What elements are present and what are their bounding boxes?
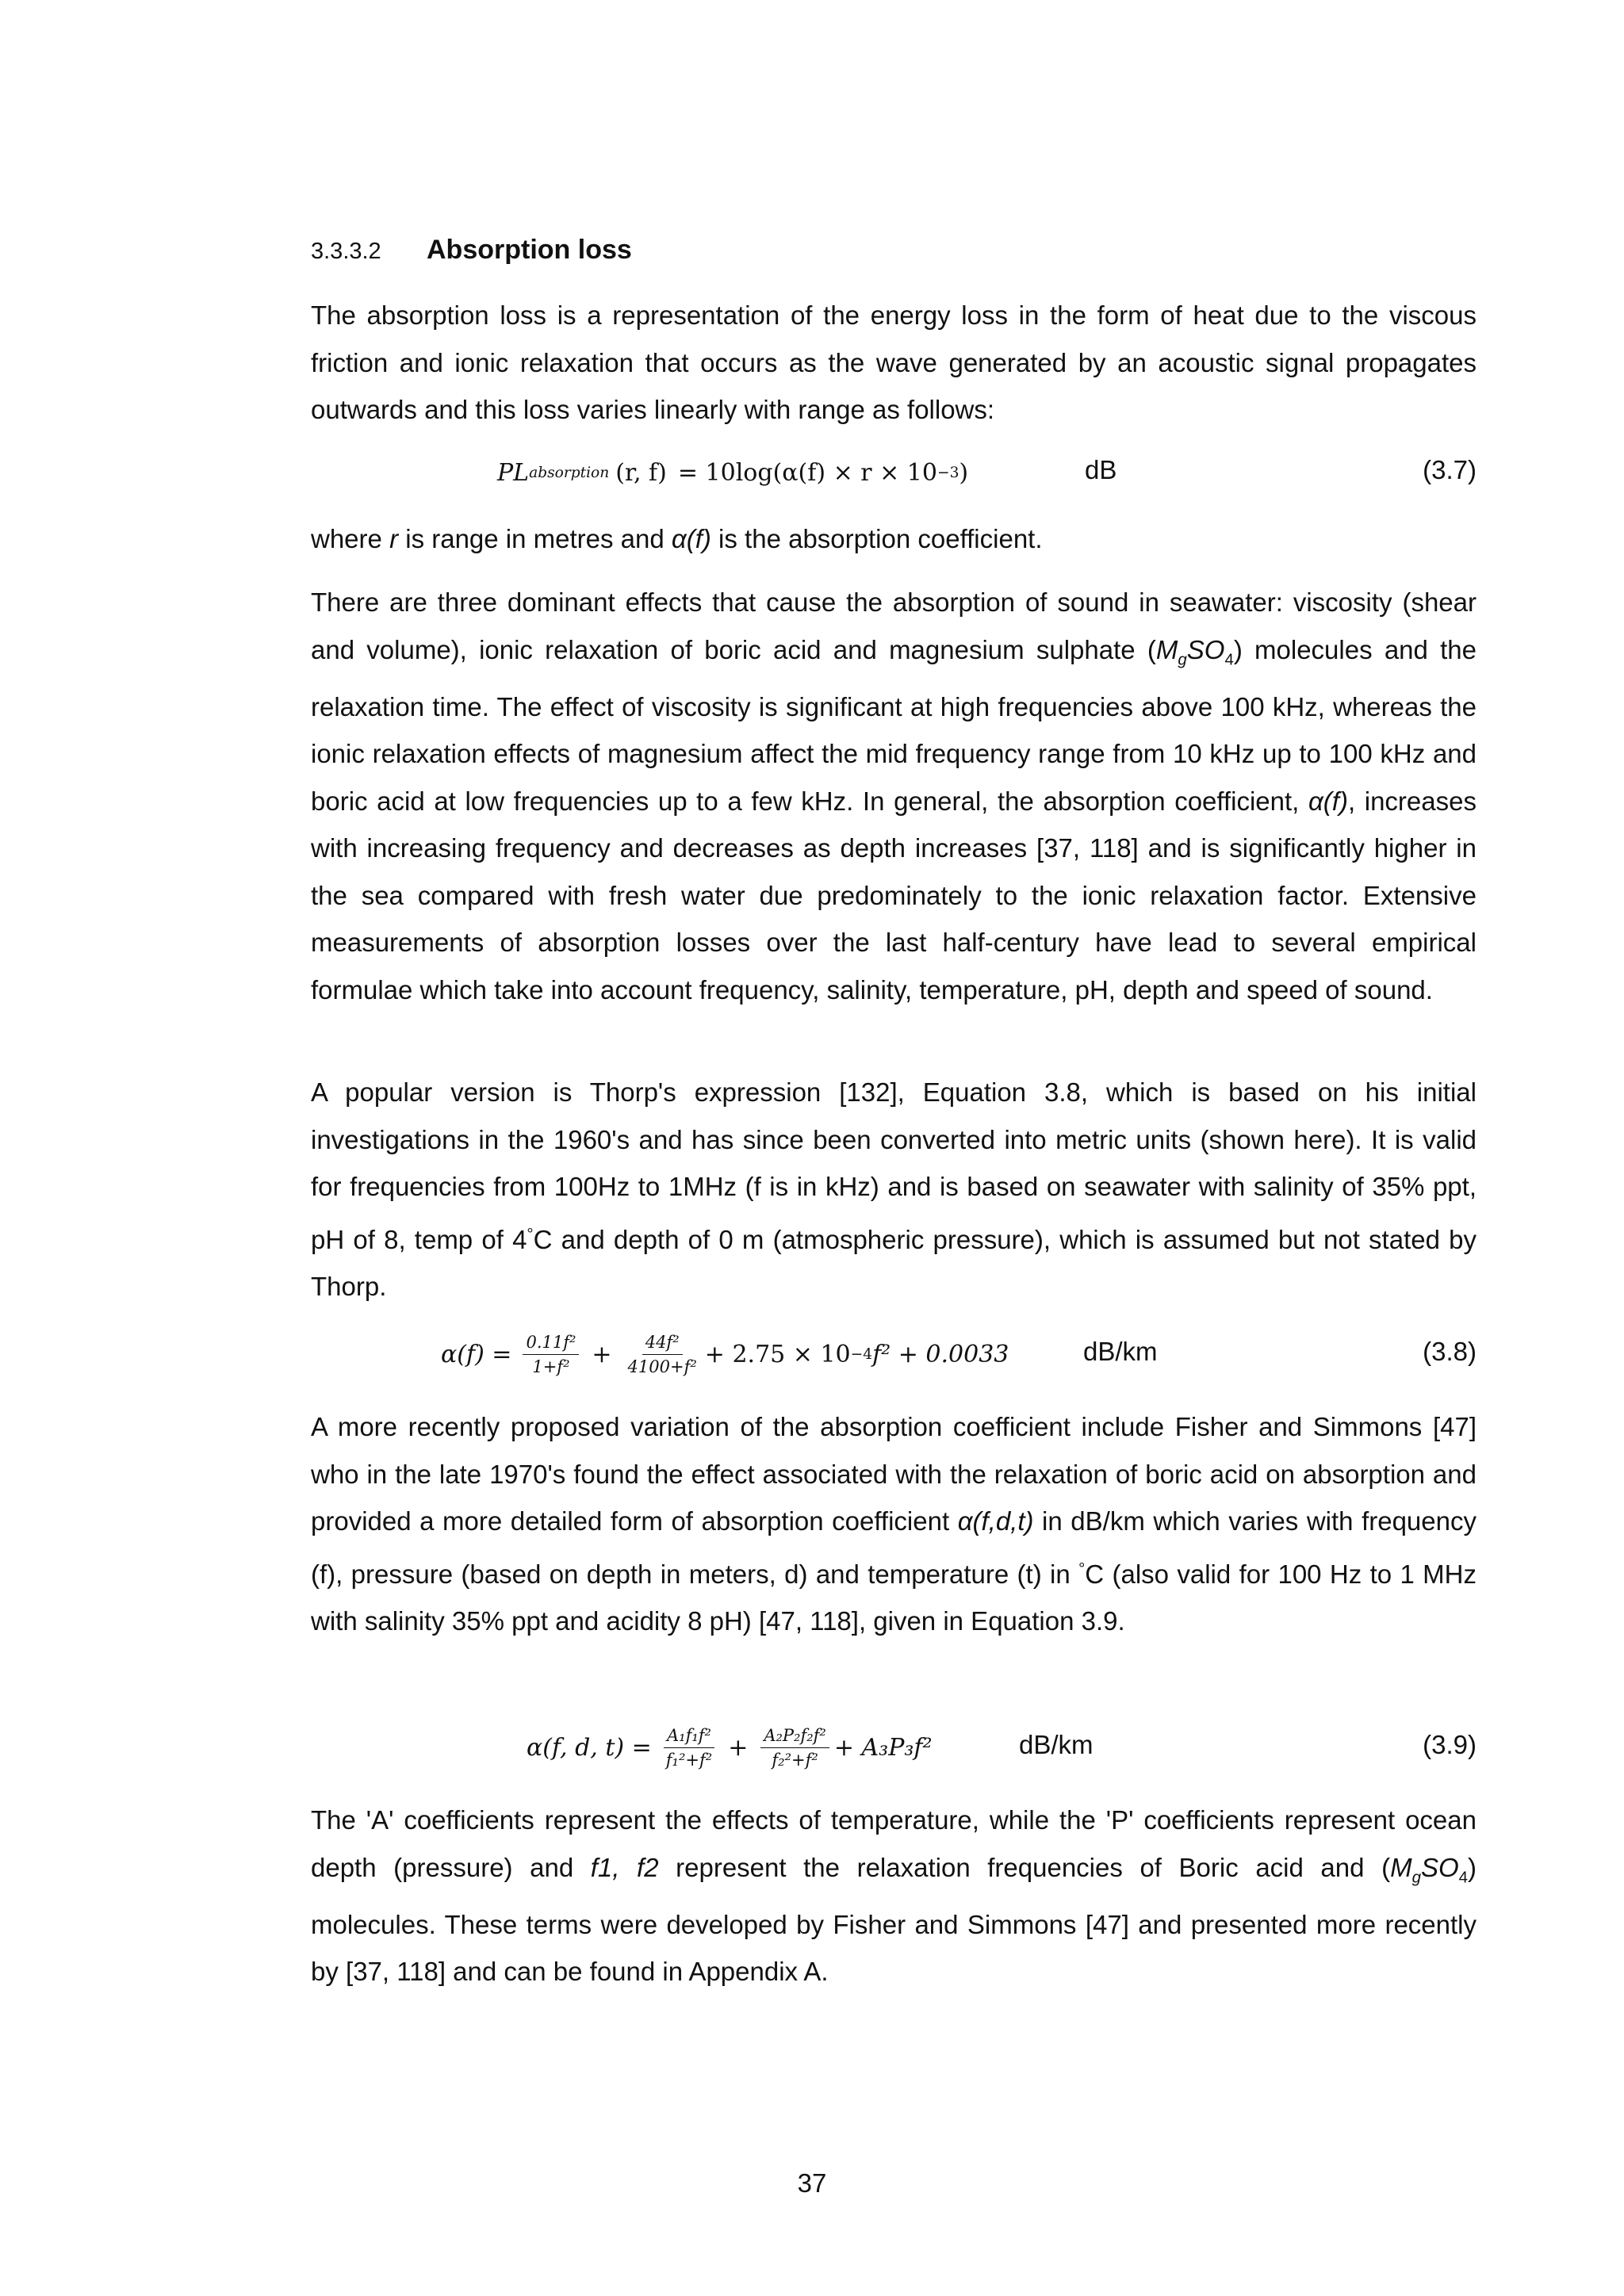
variable-alpha-fdt: α(f,d,t) [957,1506,1034,1536]
text: is the absorption coefficient. [710,524,1043,553]
eq37-unit: dB [1085,455,1117,484]
eq38-lhs: α(f) = [441,1340,512,1368]
eq38-plus: + [592,1340,612,1368]
variable-r: r [389,524,399,553]
eq39-unit: dB/km [1019,1730,1094,1759]
text: represent the relaxation frequencies of Boric acid and ( [658,1852,1391,1882]
eq37-args: (r, f) [615,458,667,487]
text: ) molecules and the relaxation time. The effect of viscosity is significant at high frequencies above 100 kHz, whereas the ionic relaxation effects of magnesium affect the mid frequency range from 10 kHz up to 100 kHz and boric acid at low frequencies up to a few kHz. In general, the absorption coefficient, [311,634,1477,816]
variable-alpha: α(f) [1308,786,1348,816]
section-number: 3.3.3.2 [311,239,381,264]
page-number: 37 [797,2168,827,2198]
eq37-rhs: = 10log(α(f) × r × 10 [677,458,937,487]
eq39-f2-denominator: f₂²+f² [772,1750,818,1770]
eq38-fraction-2 [625,1333,700,1376]
variable-f1-f2: f1, f2 [590,1852,659,1882]
eq38-fraction-1 [523,1333,579,1376]
eq38-f2-numerator: 44f² [642,1333,683,1355]
eq38-unit: dB/km [1083,1337,1158,1366]
eq39-tail: + A₃P₃f² [833,1733,933,1762]
eq39-plus: + [728,1733,749,1762]
eq38-f1-numerator: 0.11f² [523,1333,579,1355]
text: There are three dominant effects that cause the absorption of sound in seawater: viscosity (shear and volume), ionic relaxation of boric acid and magnesium sulphate ( [311,587,1477,664]
eq38-f2-denominator: 4100+f² [627,1357,697,1376]
paragraph-fisher-simmons [311,1403,1477,1645]
text: ) molecules. These terms were developed by Fisher and Simmons [47] and presented more recently by [37, 118] and can be found in Appendix A. [311,1852,1477,1987]
text: C and depth of 0 m (atmospheric pressure), which is assumed but not stated by Thorp. [311,1224,1477,1301]
chem-so: SO [1186,634,1225,664]
text: C (also valid for 100 Hz to 1 MHz with salinity 35% ppt and acidity 8 pH) [47, 118], given in Equation 3.9. [311,1559,1477,1636]
text: where [311,524,390,553]
paragraph-range-definition [311,515,1477,563]
chem-so: SO [1420,1852,1459,1882]
eq39-lhs: α(f, d, t) = [527,1733,652,1762]
text: A popular version is Thorp's expression [132], Equation 3.8, which is based on his initial investigations in the 1960's and has since been converted into metric units (shown here). It is valid for frequencies from 100Hz to 1MHz (f is in kHz) and is based on seawater with salinity of 35% ppt, pH of 8, temp of 4 [311,1077,1477,1254]
eq38-f1-denominator: 1+f² [532,1357,570,1376]
eq39-f1-denominator: f₁²+f² [665,1750,713,1770]
equation-3-8 [441,1322,1009,1386]
eq38-tail: + 2.75 × 10 [704,1340,851,1368]
variable-alpha: α(f) [671,524,711,553]
chem-g: g [1411,1868,1421,1887]
paragraph-dominant-effects [311,579,1477,1013]
eq37-lhs-subscript: absorption [529,464,610,481]
chem-m: M [1155,634,1178,664]
equation-3-7 [497,450,968,495]
section-heading [311,230,1500,271]
eq38-number: (3.8) [1423,1337,1477,1366]
chem-4: 4 [1458,1868,1468,1887]
eq37-exponent: −3 [936,464,959,481]
eq38-tail-rest: f² + 0.0033 [872,1340,1009,1368]
paragraph-thorp [311,1069,1477,1311]
eq39-f1-numerator: A₁f₁f² [664,1726,714,1748]
eq39-fraction-2 [760,1726,829,1770]
chem-m: M [1390,1852,1412,1882]
chem-g: g [1178,650,1187,669]
text: is range in metres and [398,524,672,553]
eq37-number: (3.7) [1423,455,1477,484]
text: in dB/km which varies with frequency (f), pressure (based on depth in meters, d) and temperature (t) in [311,1506,1477,1589]
eq37-lhs: PL [497,458,530,487]
text: A more recently proposed variation of the absorption coefficient include Fisher and Simmons [47] who in the late 1970's found the effect associated with the relaxation of boric acid on absorption and provided a more detailed form of absorption coefficient [311,1412,1477,1536]
equation-3-9 [527,1716,933,1779]
paragraph-coefficients [311,1797,1477,1996]
text: , increases with increasing frequency and decreases as depth increases [37, 118] and is significantly higher in the sea compared with fresh water due predominately to the ionic relaxation factor. Extensive measurements of absorption losses over the last half-century have lead to several empirical formulae which take into account frequency, salinity, temperature, pH, depth and speed of sound. [311,786,1477,1004]
chem-4: 4 [1224,650,1234,669]
eq39-fraction-1 [663,1726,715,1770]
paragraph-absorption-intro: The absorption loss is a representation of the energy loss in the form of heat due to the viscous friction and ionic relaxation that occurs as the wave generated by an acoustic signal propagates outwards and this loss varies linearly with range as follows: [311,300,1477,424]
eq39-number: (3.9) [1423,1730,1477,1759]
text: The 'A' coefficients represent the effects of temperature, while the 'P' coefficients represent ocean depth (pressure) and [311,1805,1477,1882]
eq38-exponent: −4 [850,1345,873,1363]
eq37-close: ) [959,458,969,487]
degree-symbol: ° [527,1224,534,1243]
section-title: Absorption loss [427,235,632,265]
degree-symbol: ° [1078,1559,1086,1578]
eq39-f2-numerator: A₂P₂f₂f² [760,1726,829,1748]
